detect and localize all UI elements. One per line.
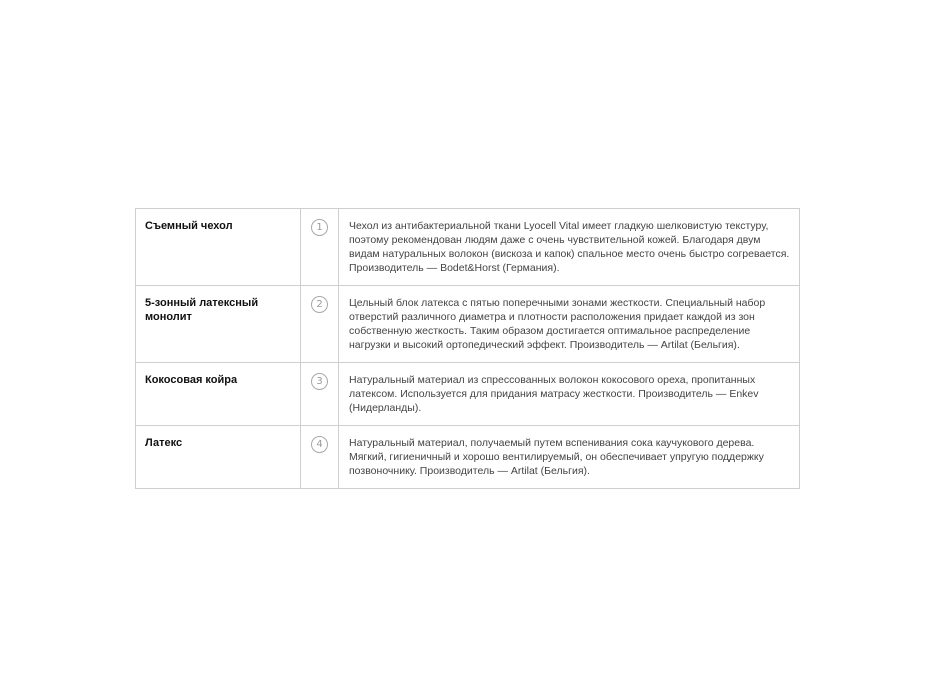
number-circle-icon: 2 [311, 296, 328, 313]
mattress-layers-table [135, 208, 800, 489]
layer-number-cell [301, 286, 339, 363]
layer-name: Съемный чехол [136, 209, 301, 286]
layer-description: Чехол из антибактериальной ткани Lyocell Vital имеет гладкую шелковистую текстуру, поэтому рекомендован людям даже с очень чувствительной кожей. Благодаря двум видам натуральных волокон (вискоза и капок) спальное место очень быстро согревается. Производитель — Bodet&Horst (Германия). [339, 209, 800, 286]
layer-number-cell [301, 209, 339, 286]
layer-description: Натуральный материал из спрессованных волокон кокосового ореха, пропитанных латексом. Используется для придания матрасу жесткости. Производитель — Enkev (Нидерланды). [339, 363, 800, 426]
number-circle-icon: 3 [311, 373, 328, 390]
layer-description: Цельный блок латекса с пятью поперечными зонами жесткости. Специальный набор отверстий различного диаметра и плотности расположения придает каждой из зон собственную жесткость. Таким образом достигается оптимальное распределение нагрузки и высокий ортопедический эффект. Производитель — Artilat (Бельгия). [339, 286, 800, 363]
layer-name: Кокосовая койра [136, 363, 301, 426]
layer-name: 5-зонный латексный монолит [136, 286, 301, 363]
table-row [136, 286, 800, 363]
table-row [136, 363, 800, 426]
layer-description: Натуральный материал, получаемый путем вспенивания сока каучукового дерева. Мягкий, гигиеничный и хорошо вентилируемый, он обеспечивает упругую поддержку позвоночнику. Производитель — Artilat (Бельгия). [339, 426, 800, 489]
layer-number-cell [301, 363, 339, 426]
number-circle-icon: 4 [311, 436, 328, 453]
table-row [136, 426, 800, 489]
layer-number-cell [301, 426, 339, 489]
table-row [136, 209, 800, 286]
layer-name: Латекс [136, 426, 301, 489]
number-circle-icon: 1 [311, 219, 328, 236]
